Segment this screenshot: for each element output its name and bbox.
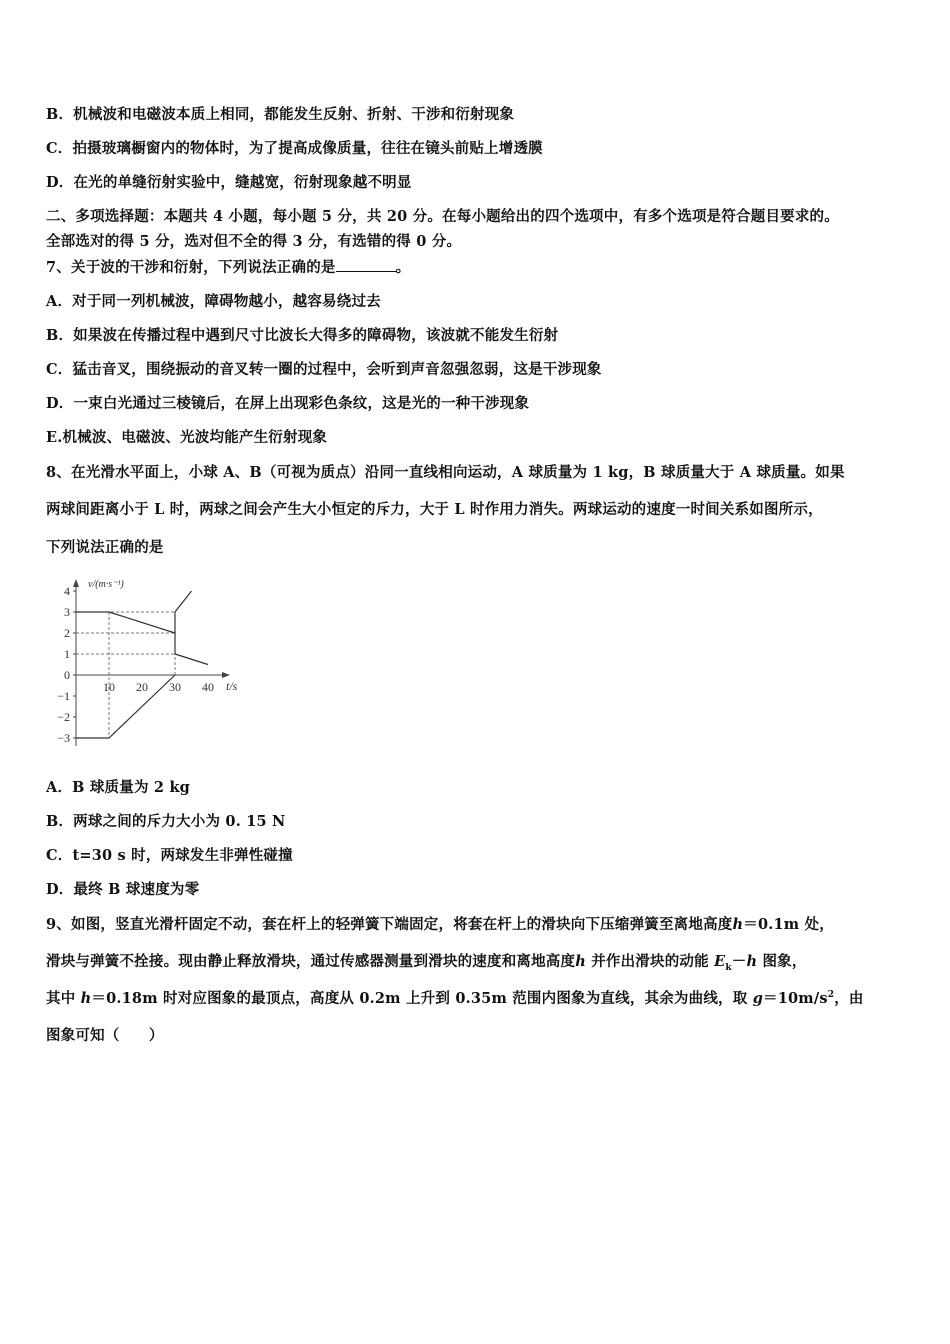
y-tick-label: 0 <box>64 668 70 682</box>
q9-text: － <box>731 953 747 970</box>
answer-blank <box>336 257 396 272</box>
var-h: h <box>575 953 586 970</box>
var-g: g <box>752 990 764 1007</box>
section2-instructions-1: 二、多项选择题：本题共 4 小题，每小题 5 分，共 20 分。在每小题给出的四个选项中，有多个选项是符合题目要求的。 <box>46 208 839 225</box>
y-tick-label: 2 <box>64 626 70 640</box>
var-h: h <box>746 953 758 970</box>
y-tick-label: 4 <box>64 584 70 598</box>
y-tick-label: −3 <box>57 731 70 745</box>
q9-text: ＝0.18m 时对应图象的最顶点，高度从 0.2m 上升到 0.35m 范围内图象为直线，其余为曲线，取 <box>91 990 753 1007</box>
superscript-2: 2 <box>827 990 835 1001</box>
y-axis-label: v/(m·s⁻¹) <box>88 579 124 590</box>
q9-stem-3 <box>46 987 864 1008</box>
q7-option-d: D．一束白光通过三棱镜后，在屏上出现彩色条纹，这是光的一种干涉现象 <box>46 395 530 412</box>
q9-stem-4: 图象可知（ ） <box>46 1027 164 1044</box>
q8-stem-2: 两球间距离小于 L 时，两球之间会产生大小恒定的斥力，大于 L 时作用力消失。两球运动的速度一时间关系如图所示， <box>46 501 823 518</box>
q6-option-c: C．拍摄玻璃橱窗内的物体时，为了提高成像质量，往往在镜头前贴上增透膜 <box>46 140 543 157</box>
q8-option-a: A．B 球质量为 2 kg <box>46 779 191 796</box>
q7-stem <box>46 256 410 277</box>
q7-option-e: E.机械波、电磁波、光波均能产生衍射现象 <box>46 429 328 446</box>
q7-option-b: B．如果波在传播过程中遇到尺寸比波长大得多的障碍物，该波就不能发生衍射 <box>46 327 559 344</box>
velocity-time-graph <box>40 575 260 755</box>
var-h: h <box>732 916 744 933</box>
q8-option-c: C．t=30 s 时，两球发生非弹性碰撞 <box>46 847 293 864</box>
q7-end: 。 <box>395 259 411 276</box>
y-axis-arrow <box>73 579 79 587</box>
subscript-k: k <box>725 962 732 973</box>
x-tick-label: 20 <box>136 680 148 694</box>
x-axis-arrow <box>222 672 230 678</box>
q9-text: ＝0.1m 处， <box>743 916 834 933</box>
series-line-2 <box>175 633 208 665</box>
q8-option-b: B．两球之间的斥力大小为 0. 15 N <box>46 813 286 830</box>
y-tick-label: 1 <box>64 647 70 661</box>
q9-text: ＝10m/s <box>763 990 828 1007</box>
section2-instructions-2: 全部选对的得 5 分，选对但不全的得 3 分，有选错的得 0 分。 <box>46 233 462 250</box>
q9-text: 9、如图，竖直光滑杆固定不动，套在杆上的轻弹簧下端固定，将套在杆上的滑块向下压缩弹簧至离地高度 <box>46 916 733 933</box>
q9-text: 滑块与弹簧不拴接。现由静止释放滑块，通过传感器测量到滑块的速度和离地高度 <box>46 953 576 970</box>
q9-text: 并作出滑块的动能 <box>585 953 715 970</box>
x-tick-label: 30 <box>169 680 181 694</box>
y-tick-label: −2 <box>57 710 70 724</box>
q8-stem-3: 下列说法正确的是 <box>46 539 164 556</box>
graph-axes <box>73 579 230 746</box>
q9-stem-1 <box>46 913 834 934</box>
q9-text: 图象， <box>757 953 807 970</box>
q8-stem-1: 8、在光滑水平面上，小球 A、B（可视为质点）沿同一直线相向运动，A 球质量为 1 kg，B 球质量大于 A 球质量。如果 <box>46 464 845 481</box>
graph-series <box>76 591 208 738</box>
series-line-3 <box>76 675 175 738</box>
q9-stem-2 <box>46 950 807 973</box>
q7-option-c: C．猛击音叉，围绕振动的音叉转一圈的过程中，会听到声音忽强忽弱，这是干涉现象 <box>46 361 602 378</box>
q9-text: 其中 <box>46 990 81 1007</box>
q6-option-d: D．在光的单缝衍射实验中，缝越宽，衍射现象越不明显 <box>46 174 412 191</box>
q6-option-b: B．机械波和电磁波本质上相同，都能发生反射、折射、干涉和衍射现象 <box>46 106 515 123</box>
q7-text: 7、关于波的干涉和衍射，下列说法正确的是 <box>46 259 336 276</box>
y-tick-label: −1 <box>57 689 70 703</box>
x-tick-label: 10 <box>103 680 115 694</box>
y-tick-label: 3 <box>64 605 70 619</box>
var-h: h <box>80 990 92 1007</box>
var-e: E <box>714 953 726 970</box>
x-tick-label: 40 <box>202 680 214 694</box>
q9-text: ，由 <box>834 990 864 1007</box>
q8-option-d: D．最终 B 球速度为零 <box>46 881 200 898</box>
x-axis-label: t/s <box>226 679 238 693</box>
graph-ticks <box>57 584 214 745</box>
q7-option-a: A．对于同一列机械波，障碍物越小，越容易绕过去 <box>46 293 381 310</box>
